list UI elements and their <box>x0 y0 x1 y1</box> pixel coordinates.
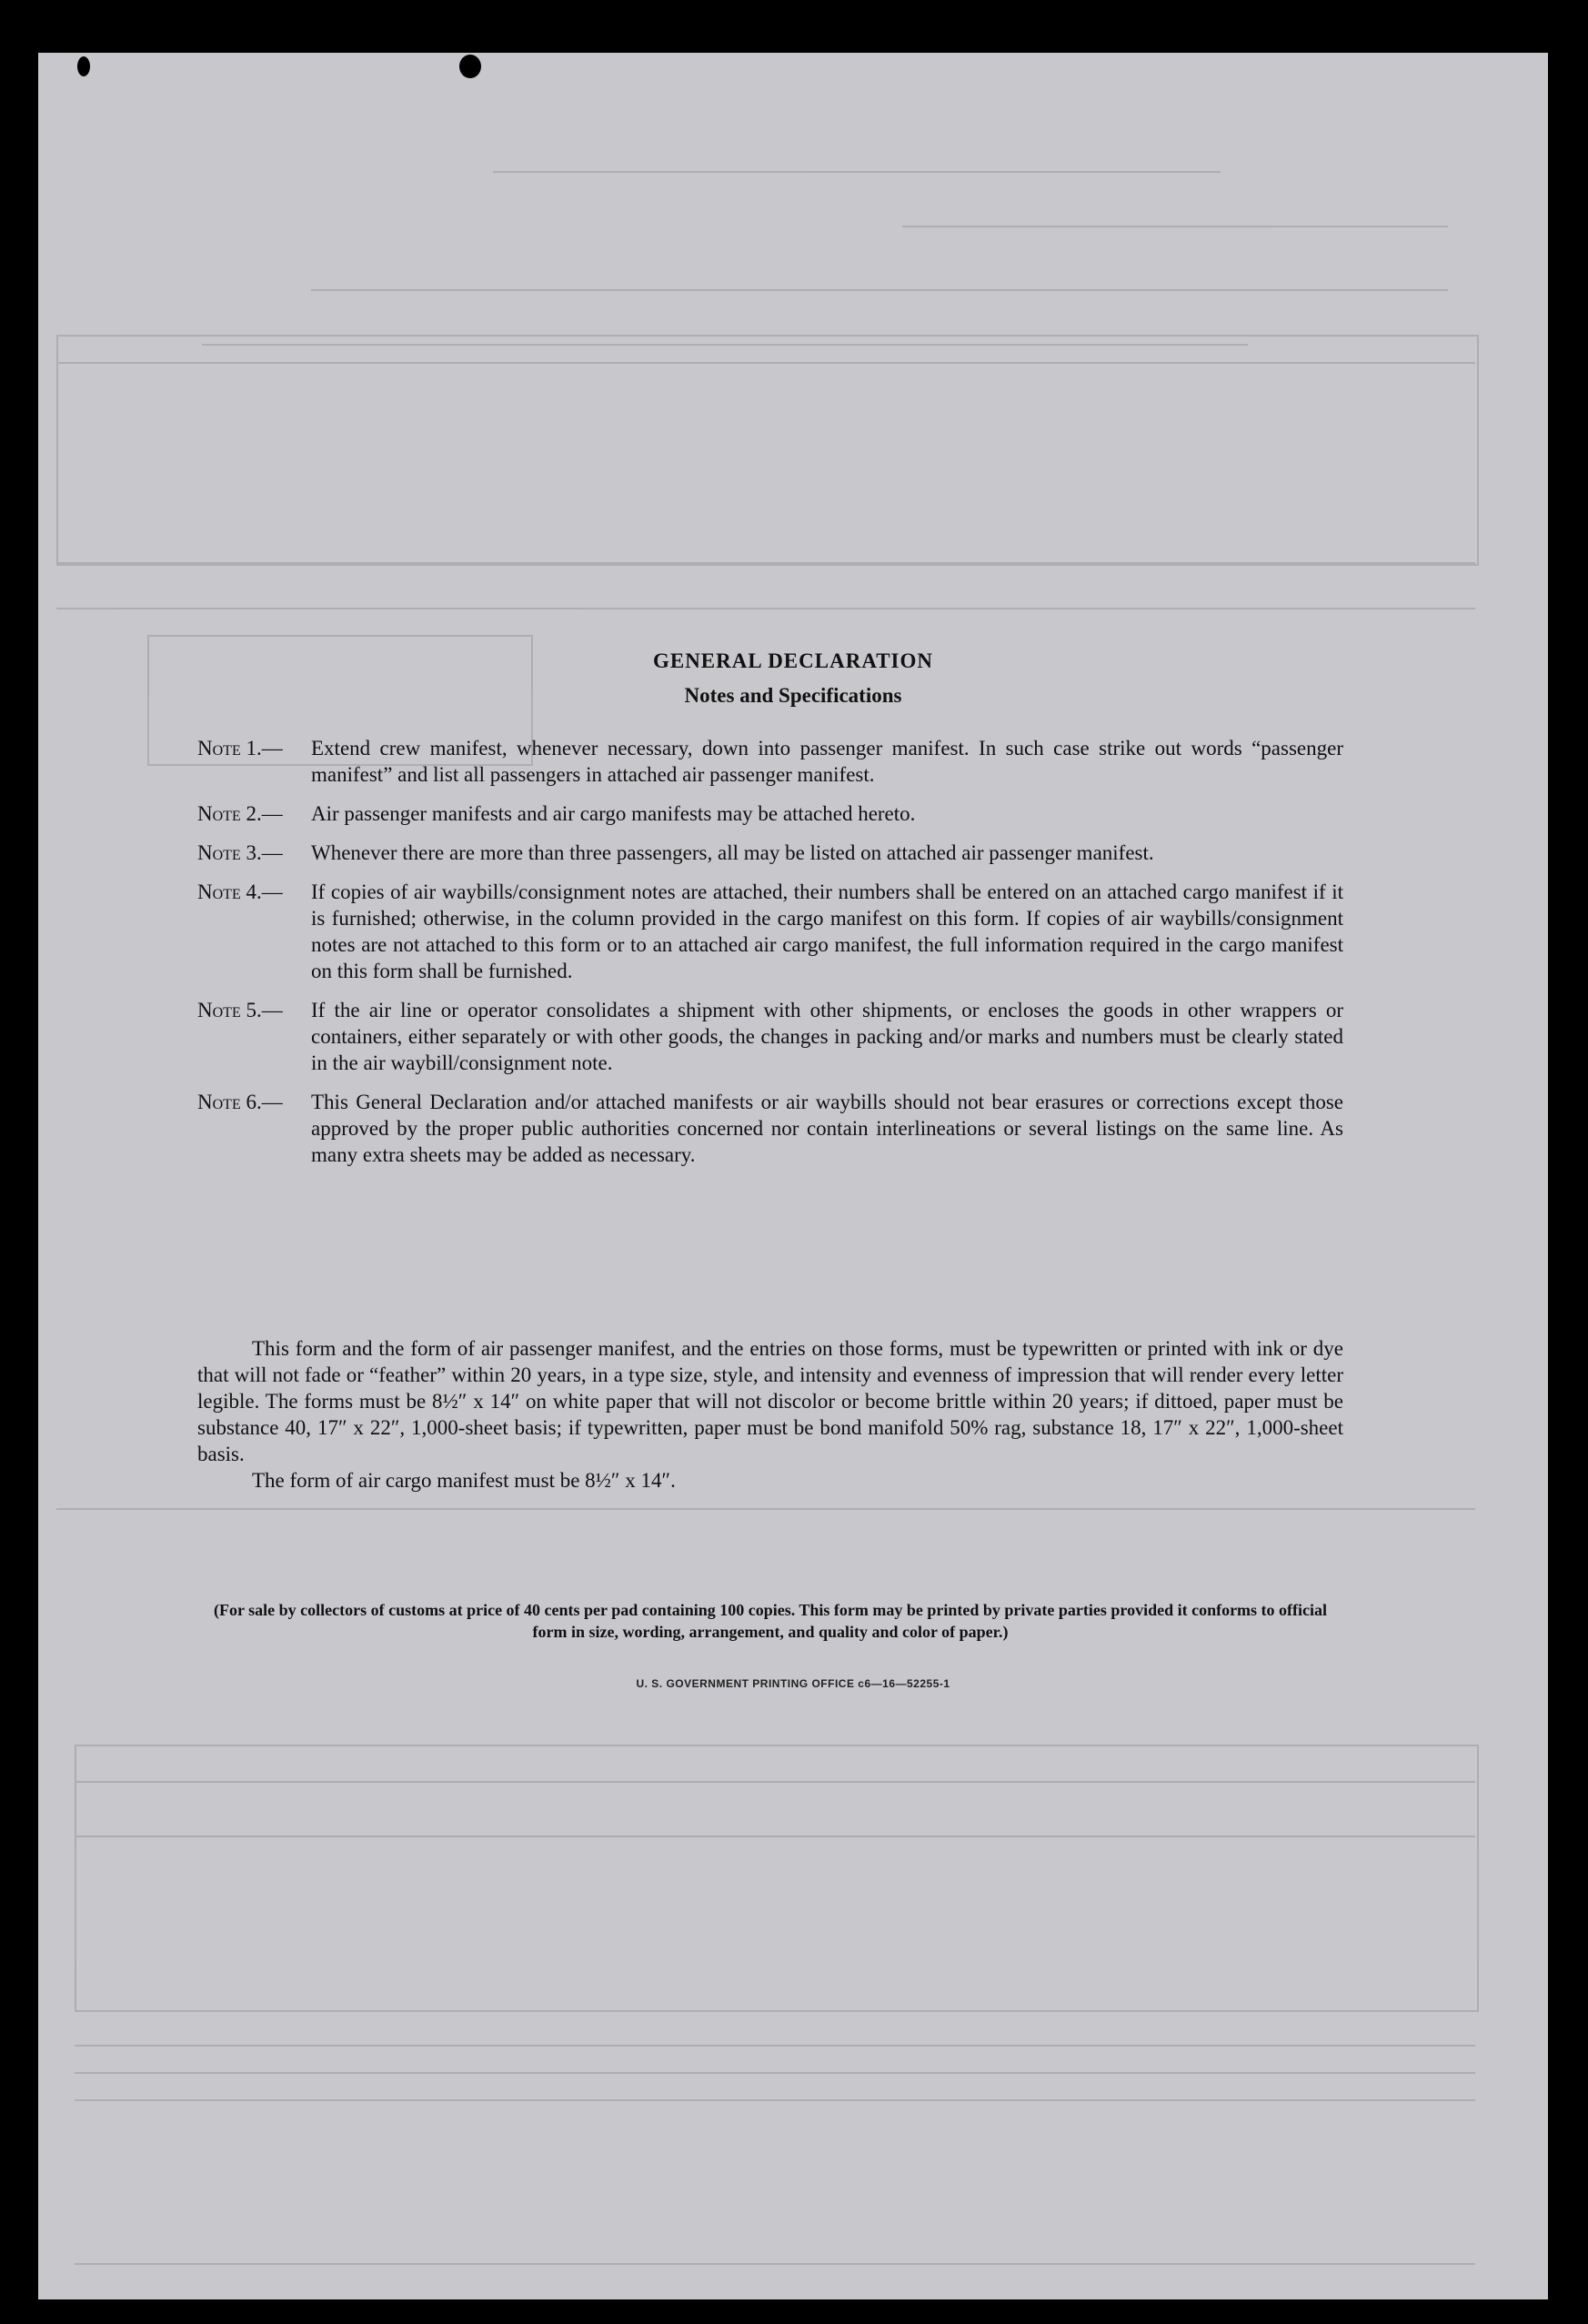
note-text: This General Declaration and/or attached manifests or air waybills should not bear erasures or corrections except those approved by the proper public authorities concerned nor contain interlineations or several listings on the same line. As many extra sheets may be added as necessary. <box>311 1091 1343 1166</box>
note-label: Note 5.— <box>197 999 283 1021</box>
paper-damage-mark <box>459 55 481 78</box>
note-text: If copies of air waybills/consignment notes are attached, their numbers shall be entered on an attached cargo manifest if it is furnished; otherwise, in the column provided in the cargo manifest on this form. If copies of air waybills/consignment notes are not attached to this form or to an attached air cargo manifest, the full information required in the cargo manifest on this form shall be furnished. <box>311 880 1343 982</box>
document-title: GENERAL DECLARATION <box>652 649 934 672</box>
note-label: Note 2.— <box>197 802 283 825</box>
note-label: Note 4.— <box>197 880 283 903</box>
note-text: If the air line or operator consolidates a shipment with other shipments, or encloses the goods in other wrappers or containers, either separately or with other goods, the changes in packing and/or marks and numbers must be clearly stated in the air waybill/consignment note. <box>311 999 1343 1074</box>
note-label: Note 3.— <box>197 841 283 864</box>
note-text: Air passenger manifests and air cargo manifests may be attached hereto. <box>311 802 916 825</box>
note-text: Extend crew manifest, whenever necessary, down into passenger manifest. In such case strike out words “passenger manifest” and list all passengers in attached air passenger manifest. <box>311 737 1343 786</box>
printer-line: U. S. GOVERNMENT PRINTING OFFICE c6—16—52255-1 <box>636 1677 950 1690</box>
note-label: Note 1.— <box>197 737 283 760</box>
specification-block <box>197 1335 1343 1494</box>
note-6 <box>197 1089 1343 1168</box>
note-4 <box>197 879 1343 984</box>
document-page <box>38 53 1548 2299</box>
notes-list <box>197 735 1343 1181</box>
sale-notice: (For sale by collectors of customs at price of 40 cents per pad containing 100 copies. This form may be printed by private parties provided it conforms to official form in size, wording, arrangement, and quality and color of paper.) <box>213 1601 1328 1641</box>
cargo-size-line: The form of air cargo manifest must be 8½″ x 14″. <box>252 1469 676 1492</box>
paper-damage-mark <box>77 56 90 76</box>
note-2 <box>197 800 1343 827</box>
note-text: Whenever there are more than three passengers, all may be listed on attached air passenger manifest. <box>311 841 1154 864</box>
document-subtitle: Notes and Specifications <box>684 684 902 707</box>
note-label: Note 6.— <box>197 1091 283 1113</box>
note-1 <box>197 735 1343 788</box>
note-5 <box>197 997 1343 1076</box>
specification-paragraph: This form and the form of air passenger manifest, and the entries on those forms, must be typewritten or printed with ink or dye that will not fade or “feather” within 20 years, in a type size, style, and intensity and evenness of impression that will render every letter legible. The forms must be 8½″ x 14″ on white paper that will not discolor or become brittle within 20 years; if dittoed, paper must be substance 40, 17″ x 22″, 1,000-sheet basis; if typewritten, paper must be bond manifold 50% rag, substance 18, 17″ x 22″, 1,000-sheet basis. <box>197 1337 1343 1465</box>
note-3 <box>197 840 1343 866</box>
